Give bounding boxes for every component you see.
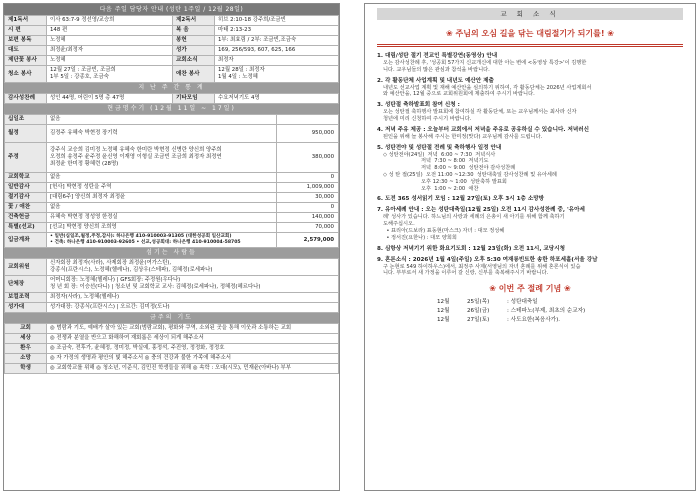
- account-line2: • 건축: 하나은행 410-910003-92605 • 선교,성공회대: 하나은행 410-910004-58705: [50, 240, 241, 245]
- offering-amount: 950,000: [277, 125, 339, 143]
- prayer-text: ◎ 자 가정의 생명과 평안의 빛 해주소서 ◎ 충의 건강과 불한 가족에 해주소서: [47, 354, 339, 364]
- news-item: [377, 78, 683, 99]
- offering-category: 교회학교: [5, 173, 47, 183]
- duty-label: 청소 봉사: [5, 66, 47, 83]
- news-item: [377, 102, 683, 123]
- duty-row: [5, 16, 339, 26]
- duty-value: 히브 2:10-18 강주희/조금빈: [215, 16, 339, 26]
- offering-row: [5, 213, 339, 223]
- offering-amount: 140,000: [277, 213, 339, 223]
- offering-names: 강주식 교승희 김미정 노정혜 유혜숙 한미란 박현정 신병란 양신희 양주희 오정희 송정주 윤주정 윤신영 이재영 이형실 조금빈 조금희 최정자 최정연 최정윤 한미정 황혜련 (28명): [47, 143, 277, 173]
- people-role: 교회위원: [5, 259, 47, 276]
- duty-row: [5, 66, 339, 83]
- duty-value: 최정윤/최정자: [47, 46, 173, 56]
- prayer-topic: 학생: [5, 364, 47, 374]
- duty-header: 다음 주일 담당자 안내 (성탄 1주일 / 12월 28일): [4, 4, 339, 15]
- offering-names: 없음: [47, 203, 277, 213]
- prayer-text: ◎ 범람과 기도, 예배가 살아 있는 교회(범람교회), 평화와 쿠역, 소외된 곳을 통해 이웃과 소통하는 교회: [47, 324, 339, 334]
- news-item: [377, 257, 683, 278]
- offering-row: [5, 203, 339, 213]
- news-list: [377, 53, 683, 277]
- duty-label: 제2독서: [173, 16, 215, 26]
- people-row: [5, 293, 339, 303]
- headline-divider: [377, 44, 683, 47]
- prayer-topic: 세상: [5, 334, 47, 344]
- news-item-title: 7. 유아세례 안내 : 오는 성탄대축일(12월 25일) 오전 11시 감사성찬례 중, '유아세: [377, 207, 585, 214]
- offering-category: 꽃 / 애찬: [5, 203, 47, 213]
- service-day: 27일(토): [467, 317, 490, 324]
- duty-label: 대도: [5, 46, 47, 56]
- news-item-title: 2. 각 활동단체 사업계획 및 내년도 예산안 제출: [377, 77, 494, 84]
- duty-value: 12월 27일 : 조금빈, 조금희 1부 5일 : 강종호, 조금숙: [47, 66, 173, 83]
- offering-category: 주정: [5, 143, 47, 173]
- prayer-topic: 소망: [5, 354, 47, 364]
- people-row: [5, 259, 339, 276]
- duty-label: 교회소식: [173, 56, 215, 66]
- news-item: [377, 196, 683, 203]
- offering-row: [5, 193, 339, 203]
- stats-label2: 기타모임: [173, 94, 215, 104]
- offering-names: [헌사] 박현정 성탄을 주역: [47, 183, 277, 193]
- prayer-row: [5, 344, 339, 354]
- service-row: [377, 298, 683, 307]
- service-day: 25일(목): [467, 299, 490, 306]
- news-item-body: 례' 성사가 있습니다. 하느님의 사랑과 세례의 은총이 새 아기를 위해 함께 축하기 도해주십시오. • 표리아(드보라) 표동현(마스크) 자녀 : 대모 정성혜 • 정서진(요한나) : 대모 양희희: [383, 214, 565, 241]
- offering-amount: 0: [277, 203, 339, 213]
- duty-value: 노정혜: [47, 56, 173, 66]
- offering-category: 월정: [5, 125, 47, 143]
- duty-value: 노정혜: [47, 36, 173, 46]
- offering-total: 2,579,000: [277, 233, 339, 248]
- stats-table: [4, 93, 339, 104]
- account-info: [47, 233, 277, 248]
- offering-category: 건축헌금: [5, 213, 47, 223]
- offering-amount: 1,009,000: [277, 183, 339, 193]
- duty-label: 성가: [173, 46, 215, 56]
- offering-row: [5, 183, 339, 193]
- news-item-title: 6. 도전 365 성서읽기 모임 : 12월 27일(토) 오후 3시 1층 소망방: [377, 196, 545, 203]
- duty-row: [5, 26, 339, 36]
- news-item: [377, 53, 683, 74]
- duty-value: 1부: 최효림 / 2부: 조금빈,조금숙: [215, 36, 339, 46]
- offering-names: [선교] 박현정 양신희 조희영: [47, 223, 277, 233]
- news-item-title: 4. 저녁 주유 제공 : 오늘부터 교회에서 저녁을 주유로 공유하실 수 있습니다. 저녁러신: [377, 126, 590, 133]
- offering-amount: 30,000: [277, 193, 339, 203]
- people-role: 단체장: [5, 276, 47, 293]
- bulletin-left-page: [3, 3, 340, 491]
- duty-label: 봉헌: [173, 36, 215, 46]
- duty-label: 보편 봉독: [5, 36, 47, 46]
- people-names: 최정자(사라), 노정혜(헬레나): [47, 293, 339, 303]
- duty-table: [4, 15, 339, 83]
- duty-value: 최정자: [215, 56, 339, 66]
- duty-label: 애찬 봉사: [173, 66, 215, 83]
- offering-names: 유혜숙 박현정 정성영 한정실: [47, 213, 277, 223]
- people-table: [4, 258, 339, 313]
- duty-row: [5, 46, 339, 56]
- account-label: 입금계좌: [5, 233, 47, 248]
- service-name: : 사도요한(복음사가).: [507, 317, 561, 324]
- offering-table: [4, 114, 339, 248]
- duty-value: 이사 63:7-9 정선영/교승희: [47, 16, 173, 26]
- news-item-body: 오는 감사성찬례 후, '성공회 57가지 신교개신에 대한 아는 변에 <동영상 특강>'이 김행한 니다. 교우님들의 많은 관심과 참석을 바랍니다.: [383, 60, 587, 73]
- news-item-title: 9. 혼론소식 : 2026년 1월 4일(주일) 오후 5:30 여재롱빈트한 송한 하포세홀(서울 강남: [377, 256, 598, 263]
- news-item-body: 내년도 선교사업 계획 및 재해 예산안을 심의하기 위하여, 각 활동단체는 2026년 사업계회서 와 예산안을, 12월 중으로 교회위원회에 제출하여 주시기 바랍니다.: [383, 84, 592, 98]
- stats-value2: 수요저녁기도 4명: [215, 94, 339, 104]
- service-month: 12월: [437, 317, 450, 324]
- offering-amount: 0: [277, 173, 339, 183]
- service-name: : 성탄대축일: [507, 299, 538, 306]
- news-item: [377, 127, 683, 141]
- account-line1: • 일반(십일조,월정,주정,감사): 하나은행 410-910003-91305 (대한성공회 일산교회): [50, 234, 232, 239]
- news-item-title: 8. 심항상 저녁기기 위한 화요기도회 : 12월 23일(화) 오전 11시, 교당시청: [377, 245, 566, 252]
- offering-names: 없음: [47, 173, 277, 183]
- duty-value: 마태 2:13-23: [215, 26, 339, 36]
- offering-row: [5, 143, 339, 173]
- news-item: [377, 145, 683, 193]
- news-item-title: 3. 성탄절 축하발표회 참여 신청 :: [377, 102, 460, 109]
- offering-names: 김정주 유혜숙 박현정 장기력: [47, 125, 277, 143]
- people-role: 성가대: [5, 303, 47, 313]
- duty-value: 169, 256/593, 607, 625, 166: [215, 46, 339, 56]
- news-title: 교 회 소 식: [377, 8, 683, 20]
- people-role: 보컬조력: [5, 293, 47, 303]
- prayer-header: 금주의 기도: [4, 313, 339, 323]
- duty-value: 148 편: [47, 26, 173, 36]
- prayer-topic: 교회: [5, 324, 47, 334]
- duty-row: [5, 56, 339, 66]
- prayer-row: [5, 324, 339, 334]
- prayer-topic: 환우: [5, 344, 47, 354]
- people-names: 어머니회장: 노정혜(헬레나) | GFS회장: 주정원(우다나) 청 년 회 장: 이승선(다니) | 청소년 및 교회학교 교사: 김혜정(로세파나), 정혜정(헤르다나): [47, 276, 339, 293]
- duty-label: 복 음: [173, 26, 215, 36]
- prayer-row: [5, 364, 339, 374]
- offering-amount: [277, 115, 339, 125]
- news-item-body: 된인을 위해 늘 봉사해 주시는 한미정(맛다) 교우님께 감사를 드립니다.: [383, 133, 543, 140]
- prayer-row: [5, 334, 339, 344]
- duty-label: 시 편: [5, 26, 47, 36]
- service-row: [377, 316, 683, 325]
- prayer-table: [4, 323, 339, 374]
- prayer-row: [5, 354, 339, 364]
- services-list: [377, 298, 683, 325]
- offering-names: [대림6주] 양신희 최정자 최정윤: [47, 193, 277, 203]
- people-names: 성가대장: 강종식(프란시스) | 오르간: 김미정(도나): [47, 303, 339, 313]
- news-headline: ❀ 주님의 오심 길을 닦는 대림절기가 되기를! ❀: [446, 29, 614, 38]
- offering-row: [5, 115, 339, 125]
- people-row: [5, 276, 339, 293]
- offering-row: [5, 125, 339, 143]
- stats-value: 성인 44명, 어린이 5명 총 47명: [47, 94, 173, 104]
- service-name: : 스테파노(부제, 최초의 순교자): [507, 308, 586, 315]
- duty-value: 12월 28일 : 최정자 1월 4일 : 노정혜: [215, 66, 339, 83]
- prayer-text: ◎ 전쟁과 분열을 반으고 화해하여 재회롭은 세상이 되게 해주소서: [47, 334, 339, 344]
- offering-amount: 380,000: [277, 143, 339, 173]
- news-item: [377, 207, 683, 241]
- offering-row: [5, 223, 339, 233]
- prayer-text: ◎ 교회학교를 위해 ◎ 청소년, 이준식, 김민진 학생들을 위해 ◎ 속학 : 오대(시모), 민재윤(아바나) 부부: [47, 364, 339, 374]
- duty-row: [5, 36, 339, 46]
- duty-label: 제1독서: [5, 16, 47, 26]
- service-month: 12월: [437, 308, 450, 315]
- offering-row: [5, 173, 339, 183]
- offering-category: 특별(선교): [5, 223, 47, 233]
- service-month: 12월: [437, 299, 450, 306]
- offering-names: 없음: [47, 115, 277, 125]
- news-item: [377, 246, 683, 253]
- offering-category: 절기감사: [5, 193, 47, 203]
- news-item-title: 1. 대림/성탄 절기 전교인 특별강연(동영상) 안내: [377, 53, 498, 59]
- bulletin-right-page: [364, 3, 696, 491]
- services-header: ❀ 이번 주 절례 기념 ❀: [489, 284, 571, 294]
- stats-label: 감사성찬례: [5, 94, 47, 104]
- people-names: 신자회장 최정자(사라), 사제회장 최정윤(여가스틴), 강종식(프란시스), 노정혜(헬레나), 김상우(스테파), 김혜정(로세파나): [47, 259, 339, 276]
- offering-header: 현금명수기 (12월 11일 ~ 17일): [4, 104, 339, 114]
- people-header: 섬기는 사람들: [4, 248, 339, 258]
- duty-label: 제단꽃 봉사: [5, 56, 47, 66]
- news-item-body: 구 논현로 549 하이하우스)에서, 최정주 사제(서영님의 자녀 혼례를 위해 혼론식이 있습 니다. 부부로서 새 가정을 이루어 갈 신랑, 신부를 축복해주시기 바랍니다.: [383, 263, 581, 277]
- news-item-title: 5. 성탄전야 및 성탄절 전례 및 축하행사 일정 안내: [377, 144, 502, 151]
- service-day: 26일(금): [467, 308, 490, 315]
- offering-amount: 70,000: [277, 223, 339, 233]
- prayer-text: ◎ 조금숙, 전후가, 윤혜정, 정미정, 박실예, 홍정석, 주진영, 정정화, 정정호: [47, 344, 339, 354]
- news-item-body: ◇ 성탄전야(24일) 저녁 6:00 ~ 7:30 저녁식사 저녁 7:30 ~ 8:00 저녁기도 저녁 8:00 ~ 9:00 성탄전야 감사성찬례 ◇ 성 탄 절(25일) 오전 11:00 ~12:30 성탄대축일 감사성찬례 및 유아세례 오후 12:30 ~ 1:00 성탄축하 발표회 오후 1:00 ~ 2:00 애찬: [383, 151, 557, 192]
- people-row: [5, 303, 339, 313]
- offering-category: 일반감사: [5, 183, 47, 193]
- service-row: [377, 307, 683, 316]
- stats-header: 지 난 주 간 통 계: [4, 83, 339, 93]
- offering-category: 십일조: [5, 115, 47, 125]
- news-item-body: 오는 성탄절 축하행사 발표회에 참여하실 각 활동단체, 또는 교우님께서는 최사라 신자 청년에 미리 신청하여 주시기 바랍니다.: [383, 109, 577, 122]
